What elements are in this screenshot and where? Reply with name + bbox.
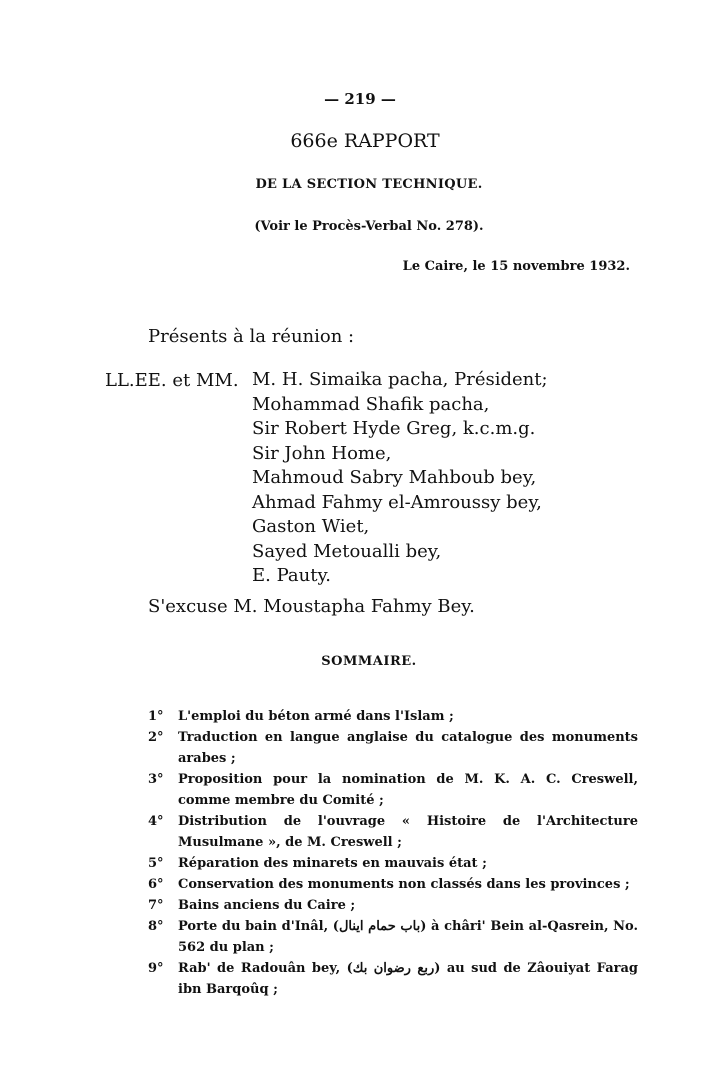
item-text: Conservation des monuments non classés dans les provinces ;	[178, 877, 630, 892]
item-number: 7°	[148, 898, 164, 913]
summary-item	[148, 874, 638, 895]
attendee: Ahmad Fahmy el-Amroussy bey,	[252, 491, 542, 513]
attendee: Mohammad Shafik pacha,	[252, 393, 490, 415]
summary-title: SOMMAIRE.	[321, 654, 417, 669]
item-number: 9°	[148, 961, 164, 976]
item-number: 4°	[148, 814, 164, 829]
item-number: 2°	[148, 730, 164, 745]
item-text	[178, 916, 638, 958]
item-text: Distribution de l'ouvrage « Histoire de l'Architecture Musulmane », de M. Creswell ;	[178, 814, 638, 850]
summary-item	[148, 811, 638, 853]
summary-item	[148, 706, 638, 727]
item-text: Réparation des minarets en mauvais état ;	[178, 856, 487, 871]
item-text	[178, 958, 638, 1000]
item-text-before: Porte du bain d'Inâl, (	[178, 919, 339, 934]
arabic-name: ربع رضوان بك	[352, 961, 435, 976]
place-date: Le Caire, le 15 novembre 1932.	[402, 259, 630, 274]
item-text: Bains anciens du Caire ;	[178, 898, 356, 913]
item-text-after: ) au sud de Zâouiyat Farag ibn Barqoûq ;	[178, 961, 638, 997]
attendee: Gaston Wiet,	[252, 516, 370, 537]
summary-item	[148, 916, 638, 958]
attendee-prefix: LL.EE. et MM.	[105, 370, 239, 391]
summary-item	[148, 853, 638, 874]
excused-member: S'excuse M. Moustapha Fahmy Bey.	[148, 596, 475, 617]
item-number: 6°	[148, 877, 164, 892]
report-subtitle: DE LA SECTION TECHNIQUE.	[255, 177, 483, 192]
summary-item	[148, 727, 638, 769]
attendee: Sayed Metoualli bey,	[252, 540, 442, 562]
item-number: 1°	[148, 709, 164, 724]
attendee-list	[252, 368, 548, 589]
item-text: L'emploi du béton armé dans l'Islam ;	[178, 709, 454, 724]
attendee: M. H. Simaika pacha, Président;	[252, 369, 548, 390]
item-number: 8°	[148, 919, 164, 934]
report-title: 666e RAPPORT	[290, 130, 440, 152]
present-label: Présents à la réunion :	[148, 326, 355, 347]
item-text-after: ) à châri' Bein al-Qasrein, No. 562 du plan ;	[178, 919, 639, 955]
arabic-name: باب حمام اينال	[338, 919, 421, 934]
summary-item	[148, 958, 638, 1000]
attendee: E. Pauty.	[252, 565, 331, 586]
summary-item	[148, 769, 638, 811]
attendee: Sir John Home,	[252, 442, 392, 464]
item-text-before: Rab' de Radouân bey, (	[178, 961, 353, 976]
summary-item	[148, 895, 638, 916]
item-number: 3°	[148, 772, 164, 787]
item-text: Proposition pour la nomination de M. K. A. C. Creswell, comme membre du Comité ;	[178, 772, 638, 808]
page-number: — 219 —	[324, 90, 396, 108]
proces-verbal-reference: (Voir le Procès-Verbal No. 278).	[254, 219, 484, 234]
attendee: Sir Robert Hyde Greg, k.c.m.g.	[252, 418, 536, 439]
attendee: Mahmoud Sabry Mahboub bey,	[252, 467, 537, 488]
item-text: Traduction en langue anglaise du catalogue des monuments arabes ;	[178, 730, 638, 766]
summary-list	[148, 706, 638, 1000]
item-number: 5°	[148, 856, 164, 871]
